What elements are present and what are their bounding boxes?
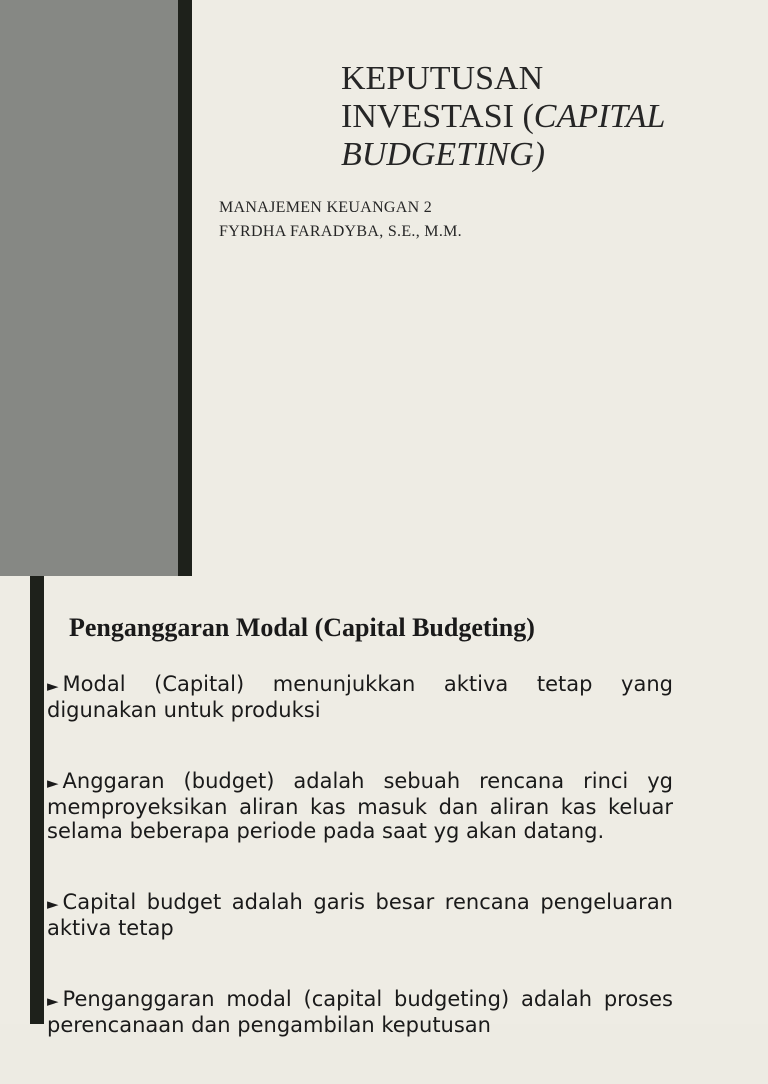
bullet-item bbox=[47, 672, 673, 722]
slide-heading: Penganggaran Modal (Capital Budgeting) bbox=[69, 613, 535, 642]
bullet-item bbox=[47, 769, 673, 843]
bullet-arrow-icon: ► bbox=[47, 677, 59, 695]
slide-title-text bbox=[341, 60, 751, 174]
bullet-arrow-icon: ► bbox=[47, 895, 59, 913]
dark-accent-bar bbox=[178, 0, 192, 576]
bullet-text: Penganggaran modal (capital budgeting) adalah proses perencanaan dan pengambilan keputusan bbox=[47, 987, 673, 1037]
bullet-text: Modal (Capital) menunjukkan aktiva tetap yang digunakan untuk produksi bbox=[47, 672, 673, 722]
subtitle-course: MANAJEMEN KEUANGAN 2 bbox=[219, 199, 433, 216]
bullet-item bbox=[47, 890, 673, 940]
bullet-text: Anggaran (budget) adalah sebuah rencana rinci yg memproyeksikan aliran kas masuk dan aliran kas keluar selama beberapa periode pada saat yg akan datang. bbox=[47, 769, 673, 843]
slide-content bbox=[0, 576, 768, 1037]
title-line-1: KEPUTUSAN bbox=[341, 60, 544, 97]
bullet-list bbox=[47, 672, 673, 1084]
dark-accent-bar bbox=[30, 576, 44, 1024]
subtitle-author: FYRDHA FARADYBA, S.E., M.M. bbox=[219, 223, 462, 240]
bullet-item bbox=[47, 987, 673, 1037]
gray-side-panel bbox=[0, 0, 178, 576]
title-line-2-plain: INVESTASI ( bbox=[341, 98, 534, 135]
title-line-3: BUDGETING) bbox=[341, 136, 545, 173]
title-line-2 bbox=[341, 98, 751, 136]
bullet-arrow-icon: ► bbox=[47, 992, 59, 1010]
slide-subtitle bbox=[219, 196, 462, 244]
bullet-arrow-icon: ► bbox=[47, 774, 59, 792]
title-line-2-italic: CAPITAL bbox=[533, 98, 666, 135]
bullet-text: Capital budget adalah garis besar rencana pengeluaran aktiva tetap bbox=[47, 890, 673, 940]
